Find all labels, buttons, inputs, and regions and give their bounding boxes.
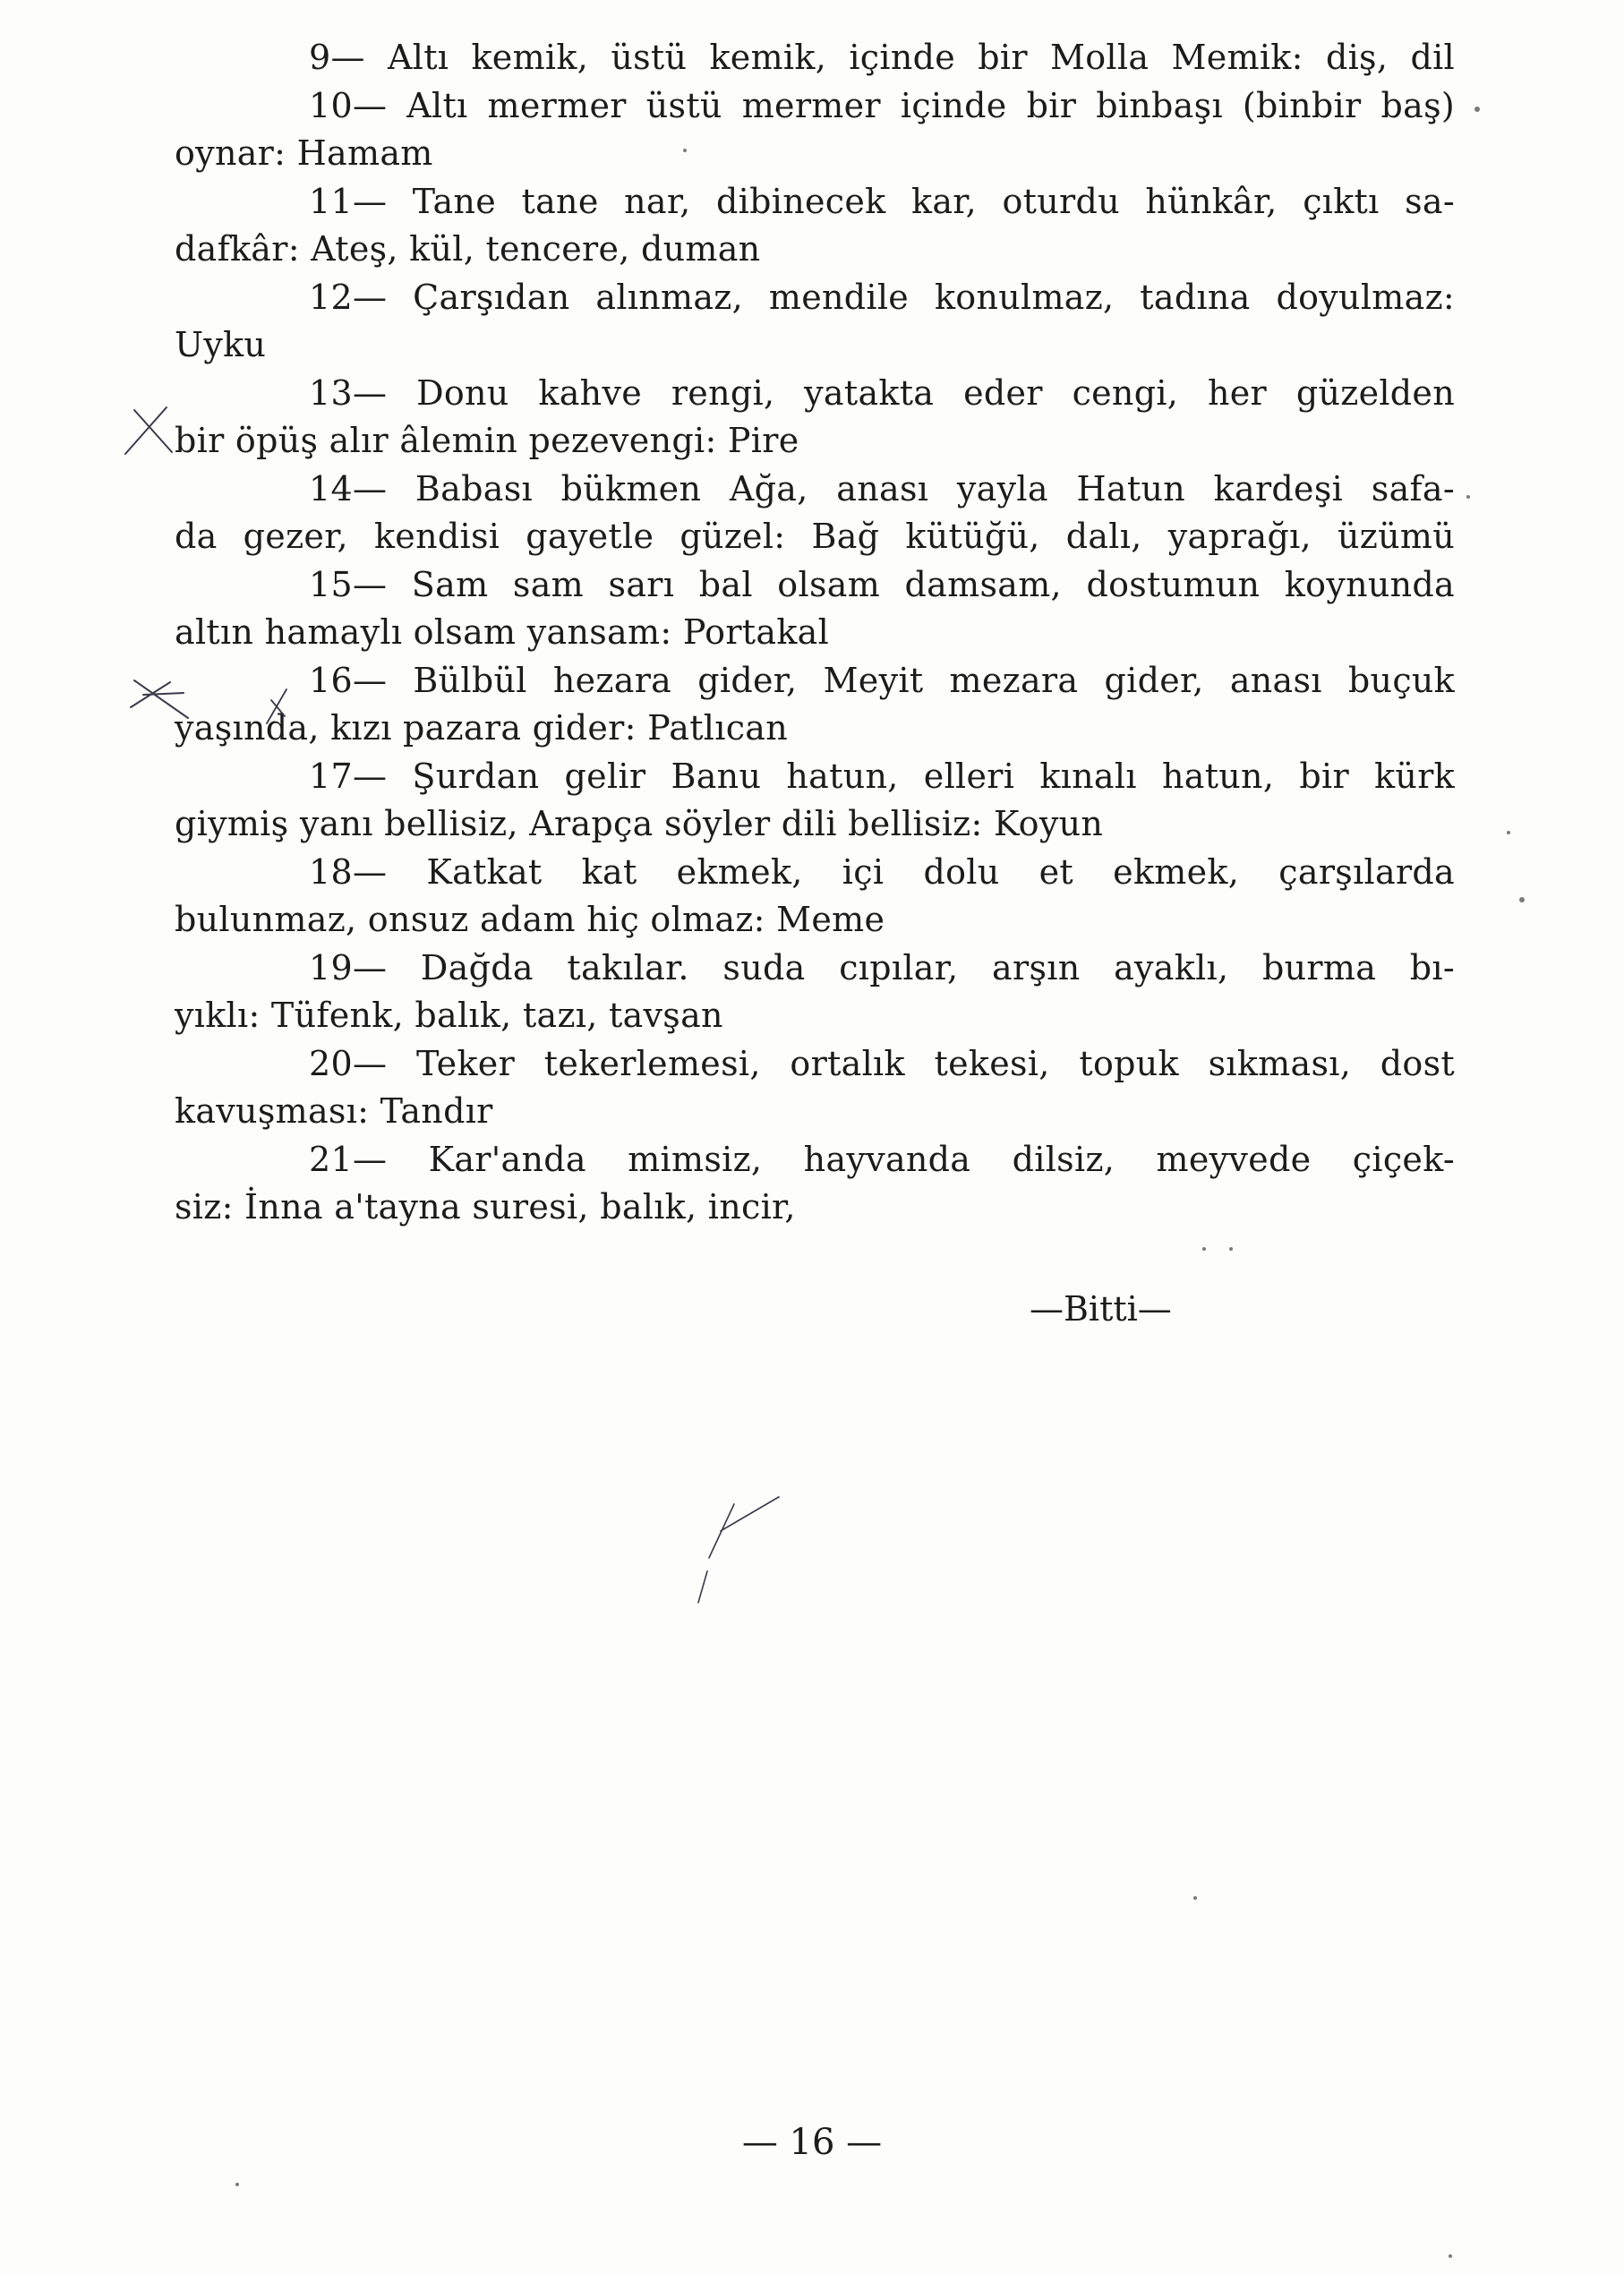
text-line: da gezer, kendisi gayetle güzel: Bağ kütüğü, dalı, yaprağı, üzümü (175, 517, 1455, 556)
text-line: 11— Tane tane nar, dibinecek kar, oturdu hünkâr, çıktı sa- (309, 181, 1455, 221)
text-line: 12— Çarşıdan alınmaz, mendile konulmaz, tadına doyulmaz: (309, 277, 1455, 317)
text-line: dafkâr: Ateş, kül, tencere, duman (175, 229, 761, 269)
text-line: altın hamaylı olsam yansam: Portakal (175, 612, 830, 652)
end-marker: —Bitti— (1030, 1289, 1172, 1329)
text-line: bir öpüş alır âlemin pezevengi: Pire (175, 421, 799, 460)
text-line: yıklı: Tüfenk, balık, tazı, tavşan (175, 996, 723, 1035)
text-line: yaşında, kızı pazara gider: Patlıcan (175, 708, 789, 748)
text-line: 9— Altı kemik, üstü kemik, içinde bir Molla Memik: diş, dil (309, 38, 1455, 77)
scan-speck (1474, 107, 1480, 112)
text-line: 14— Babası bükmen Ağa, anası yayla Hatun kardeşi safa- (309, 468, 1455, 509)
scribble-mark (698, 1497, 779, 1603)
text-line: Uyku (175, 325, 267, 364)
text-line: bulunmaz, onsuz adam hiç olmaz: Meme (175, 900, 885, 939)
text-line: oynar: Hamam (175, 133, 433, 173)
text-line: 10— Altı mermer üstü mermer içinde bir binbaşı (binbir baş) (309, 85, 1455, 125)
scan-speck (683, 149, 687, 152)
scan-speck (1466, 495, 1470, 499)
text-line: 19— Dağda takılar. suda cıpılar, arşın ayaklı, burma bı- (309, 947, 1455, 987)
text-line: 16— Bülbül hezara gider, Meyit mezara gider, anası buçuk (309, 660, 1455, 700)
text-line: 20— Teker tekerlemesi, ortalık tekesi, topuk sıkması, dost (309, 1043, 1455, 1083)
scan-speck (1507, 831, 1510, 834)
text-line: 17— Şurdan gelir Banu hatun, elleri kınalı hatun, bir kürk (309, 756, 1455, 796)
page-number: — 16 — (741, 2122, 883, 2163)
scan-speck (1519, 897, 1525, 902)
cross-mark-13 (125, 407, 172, 454)
text-line: 13— Donu kahve rengi, yatakta eder cengi, her güzelden (309, 372, 1455, 413)
text-line: 18— Katkat kat ekmek, içi dolu et ekmek, çarşılarda (309, 851, 1455, 892)
cross-mark-16-left (131, 680, 188, 718)
scan-speck (1202, 1247, 1206, 1251)
text-line: giymiş yanı bellisiz, Arapça söyler dili bellisiz: Koyun (175, 804, 1104, 843)
text-line: 21— Kar'anda mimsiz, hayvanda dilsiz, meyvede çiçek- (309, 1139, 1455, 1179)
scan-speck (1449, 2254, 1452, 2258)
text-line: kavuşması: Tandır (175, 1091, 493, 1131)
text-line: siz: İnna a'tayna suresi, balık, incir, (175, 1187, 796, 1227)
scan-speck (235, 2183, 239, 2186)
check-mark-16 (267, 689, 286, 723)
scan-speck (1193, 1896, 1197, 1900)
text-line: 15— Sam sam sarı bal olsam damsam, dostumun koynunda (309, 564, 1455, 604)
scan-speck (1229, 1247, 1233, 1251)
